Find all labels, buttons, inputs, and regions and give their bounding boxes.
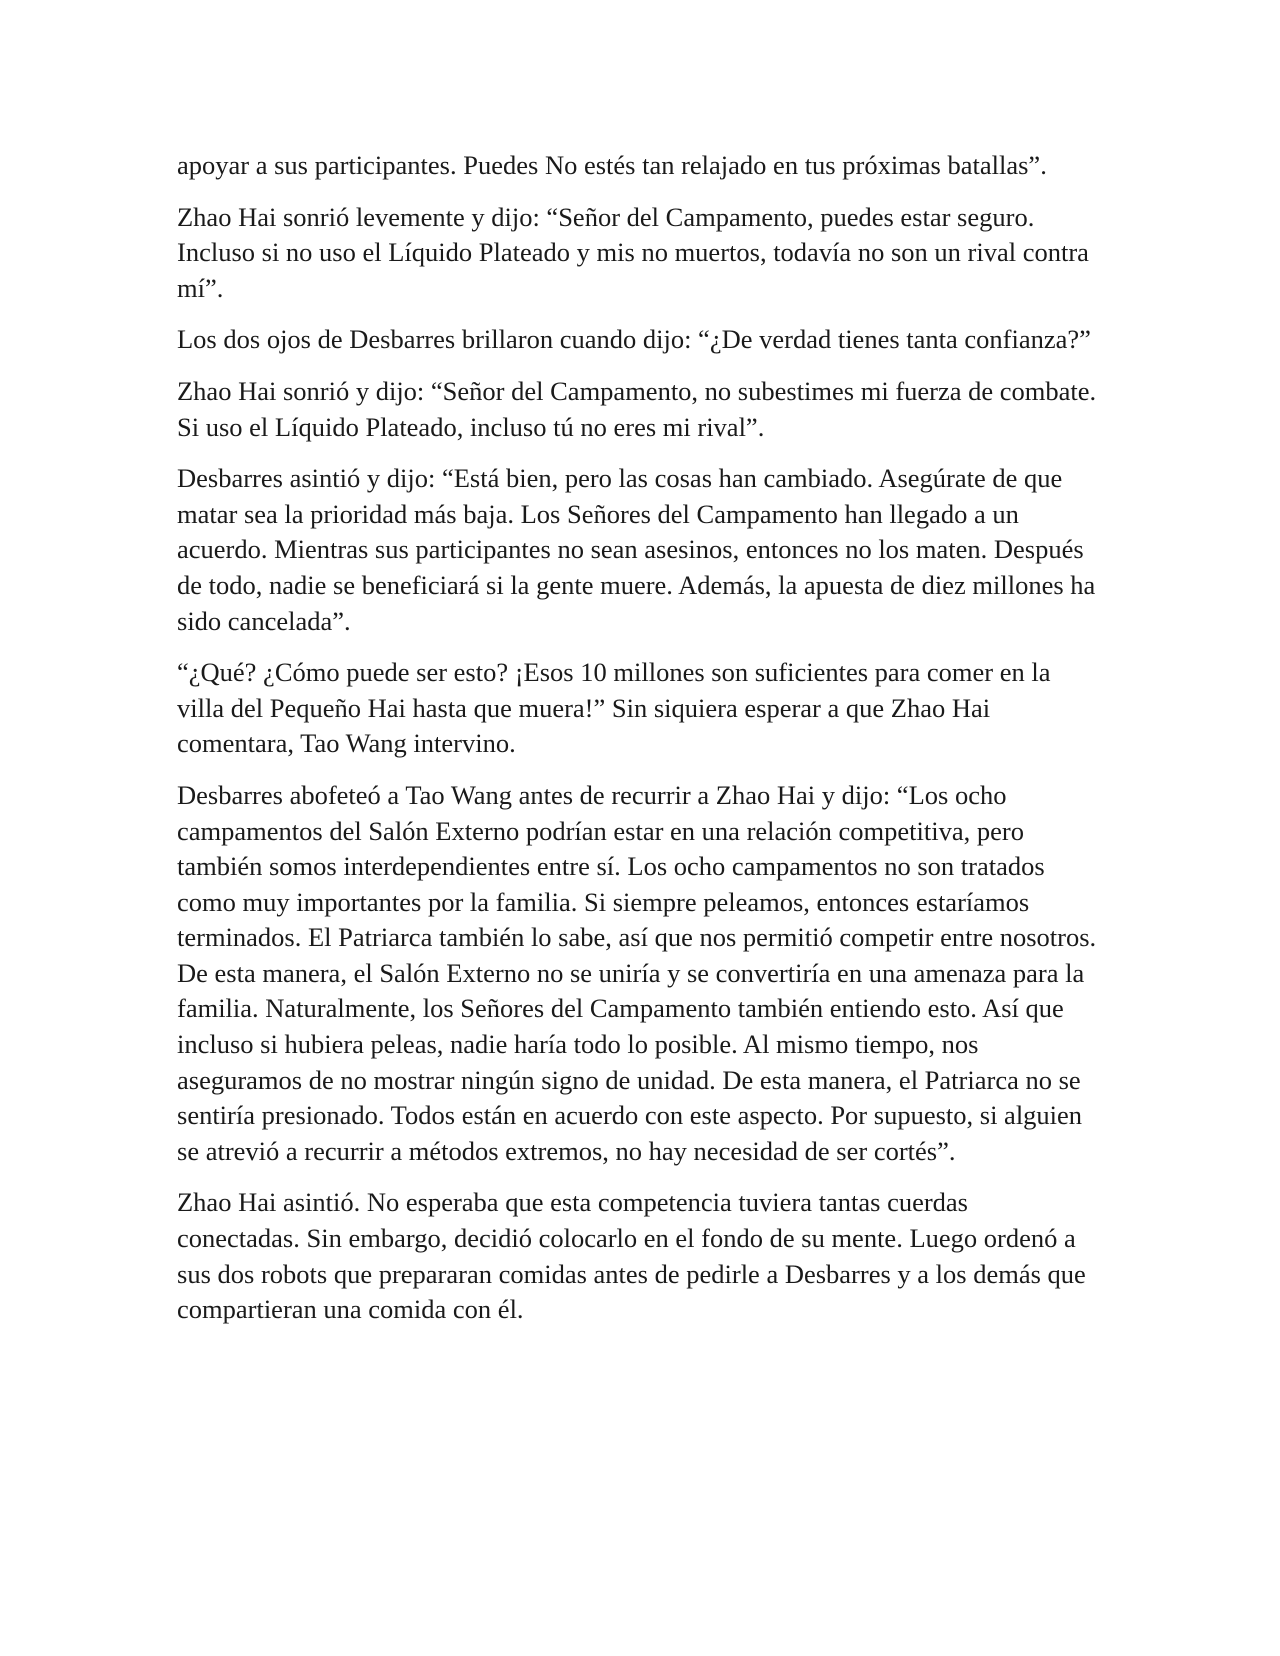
paragraph: Desbarres abofeteó a Tao Wang antes de recurrir a Zhao Hai y dijo: “Los ocho campamentos del Salón Externo podrían estar en una relación competitiva, pero también somos interdependientes entre sí. Los ocho campamentos no son tratados como muy importantes por la familia. Si siempre peleamos, entonces estaríamos terminados. El Patriarca también lo sabe, así que nos permitió competir entre nosotros. De esta manera, el Salón Externo no se uniría y se convertiría en una amenaza para la familia. Naturalmente, los Señores del Campamento también entiendo esto. Así que incluso si hubiera peleas, nadie haría todo lo posible. Al mismo tiempo, nos aseguramos de no mostrar ningún signo de unidad. De esta manera, el Patriarca no se sentiría presionado. Todos están en acuerdo con este aspecto. Por supuesto, si alguien se atrevió a recurrir a métodos extremos, no hay necesidad de ser cortés”. xyxy=(177,779,1097,1166)
paragraph: Zhao Hai sonrió y dijo: “Señor del Campamento, no subestimes mi fuerza de combate. Si uso el Líquido Plateado, incluso tú no eres mi rival”. xyxy=(177,375,1097,442)
document-body xyxy=(177,148,1097,1344)
paragraph: Zhao Hai asintió. No esperaba que esta competencia tuviera tantas cuerdas conectadas. Sin embargo, decidió colocarlo en el fondo de su mente. Luego ordenó a sus dos robots que prepararan comidas antes de pedirle a Desbarres y a los demás que compartieran una comida con él. xyxy=(177,1187,1086,1325)
paragraph: Los dos ojos de Desbarres brillaron cuando dijo: “¿De verdad tienes tanta confianza?” xyxy=(177,324,1091,355)
paragraph: “¿Qué? ¿Cómo puede ser esto? ¡Esos 10 millones son suficientes para comer en la villa del Pequeño Hai hasta que muera!” Sin siquiera esperar a que Zhao Hai comentara, Tao Wang intervino. xyxy=(177,657,1051,759)
paragraph: apoyar a sus participantes. Puedes No estés tan relajado en tus próximas batallas”. xyxy=(177,150,1047,180)
paragraph: Zhao Hai sonrió levemente y dijo: “Señor del Campamento, puedes estar seguro. Incluso si no uso el Líquido Plateado y mis no muertos, todavía no son un rival contra mí”. xyxy=(177,201,1089,303)
paragraph: Desbarres asintió y dijo: “Está bien, pero las cosas han cambiado. Asegúrate de que matar sea la prioridad más baja. Los Señores del Campamento han llegado a un acuerdo. Mientras sus participantes no sean asesinos, entonces no los maten. Después de todo, nadie se beneficiará si la gente muere. Además, la apuesta de diez millones ha sido cancelada”. xyxy=(177,463,1096,636)
